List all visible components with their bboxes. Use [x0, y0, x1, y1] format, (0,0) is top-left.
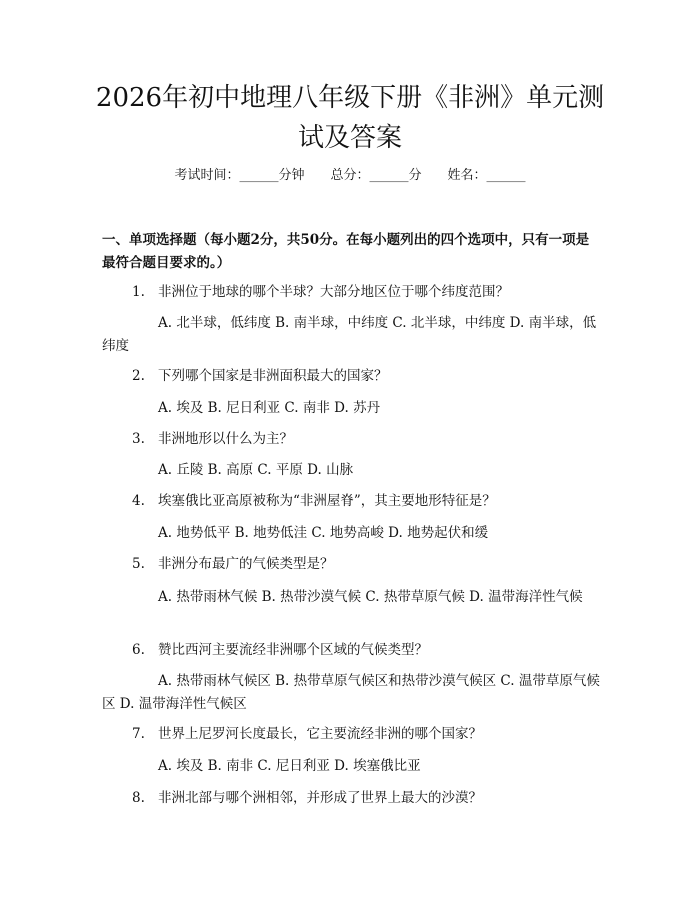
question-6-options: A. 热带雨林气候区 B. 热带草原气候区和热带沙漠气候区 C. 温带草原气候区 D. 温带海洋性气候区	[102, 673, 600, 712]
question-7-options: A. 埃及 B. 南非 C. 尼日利亚 D. 埃塞俄比亚	[158, 758, 421, 774]
question-2	[132, 366, 602, 386]
question-7	[132, 724, 602, 744]
question-text: 非洲地形以什么为主？	[158, 431, 293, 447]
total-score-field: 总分：______分	[330, 168, 422, 183]
question-number: 3.	[132, 431, 145, 447]
exam-meta	[0, 166, 700, 186]
question-text: 下列哪个国家是非洲面积最大的国家？	[158, 368, 388, 384]
question-text: 非洲北部与哪个洲相邻，并形成了世界上最大的沙漠？	[158, 790, 482, 806]
question-text: 世界上尼罗河长度最长，它主要流经非洲的哪个国家？	[158, 726, 482, 742]
question-text: 非洲分布最广的气候类型是？	[158, 556, 334, 572]
question-3	[132, 429, 602, 449]
question-text: 非洲位于地球的哪个半球？大部分地区位于哪个纬度范围？	[158, 284, 509, 300]
question-number: 1.	[132, 284, 145, 300]
page-title: 2026年初中地理八年级下册《非洲》单元测试及答案	[95, 83, 605, 153]
question-number: 2.	[132, 368, 145, 384]
question-8	[132, 788, 602, 808]
question-1-options: A. 北半球，低纬度 B. 南半球，中纬度 C. 北半球，中纬度 D. 南半球，低纬度	[102, 315, 597, 354]
question-number: 5.	[132, 556, 145, 572]
question-number: 8.	[132, 790, 145, 806]
question-6	[132, 640, 602, 660]
section-heading-single-choice: 一、单项选择题（每小题2分，共50分。在每小题列出的四个选项中，只有一项是最符合题目要求的。）	[102, 232, 590, 271]
question-5	[132, 554, 602, 574]
student-name-field: 姓名：______	[447, 168, 526, 183]
question-number: 6.	[132, 642, 145, 658]
question-4	[132, 491, 602, 511]
question-number: 7.	[132, 726, 145, 742]
question-3-options: A. 丘陵 B. 高原 C. 平原 D. 山脉	[158, 462, 354, 478]
question-text: 埃塞俄比亚高原被称为“非洲屋脊”，其主要地形特征是？	[158, 493, 496, 509]
question-4-options: A. 地势低平 B. 地势低洼 C. 地势高峻 D. 地势起伏和缓	[158, 525, 489, 541]
question-2-options: A. 埃及 B. 尼日利亚 C. 南非 D. 苏丹	[158, 400, 381, 416]
question-number: 4.	[132, 493, 145, 509]
question-1	[132, 282, 602, 302]
question-text: 赞比西河主要流经非洲哪个区域的气候类型？	[158, 642, 428, 658]
exam-time-field: 考试时间：______分钟	[174, 168, 305, 183]
question-5-options: A. 热带雨林气候 B. 热带沙漠气候 C. 热带草原气候 D. 温带海洋性气候	[158, 589, 583, 605]
